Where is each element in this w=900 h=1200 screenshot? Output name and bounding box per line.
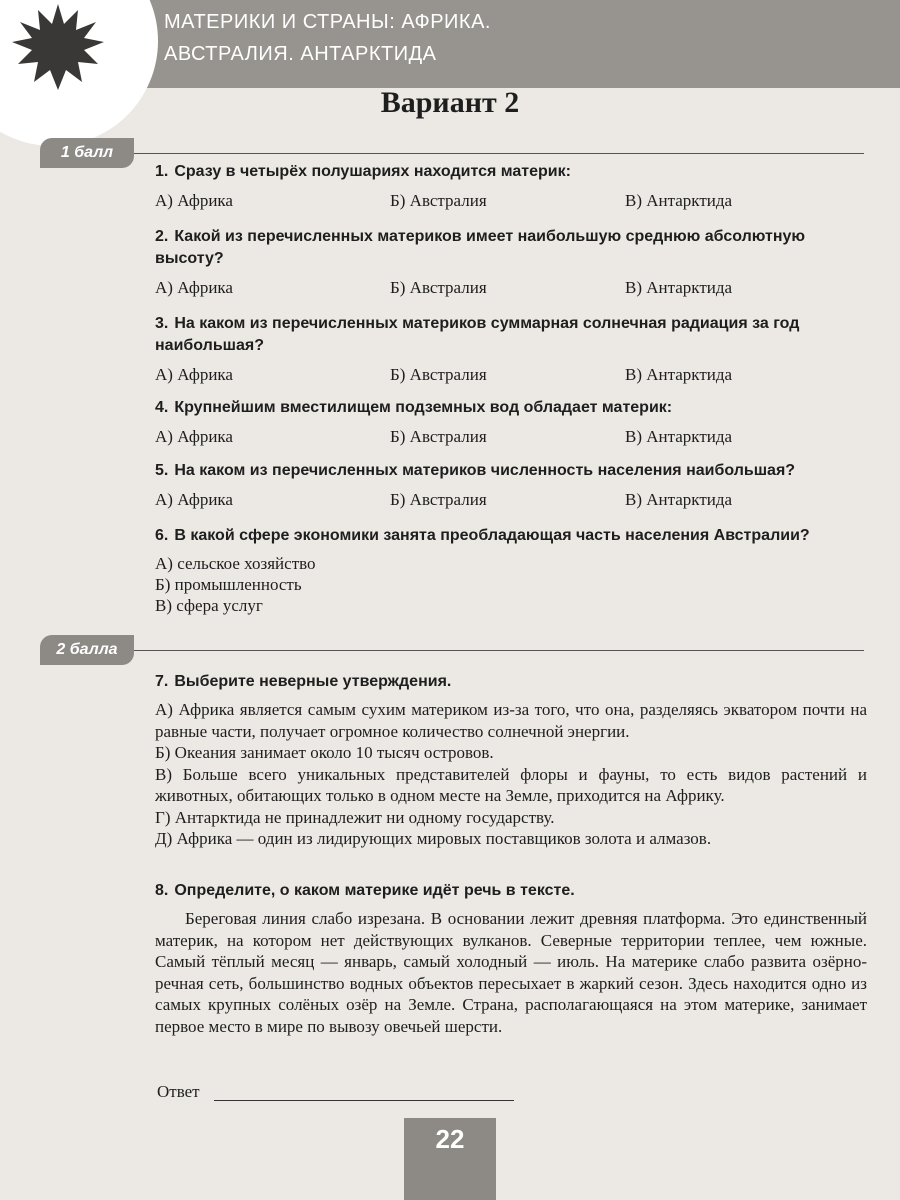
option-b: Б) Австралия xyxy=(390,365,487,384)
question-7 xyxy=(155,671,867,850)
question-number: 5. xyxy=(155,462,169,479)
question-number: 4. xyxy=(155,399,169,416)
answer-label: Ответ xyxy=(157,1082,200,1101)
question-5 xyxy=(155,460,867,512)
option-a: А) Африка xyxy=(155,365,233,384)
section-divider xyxy=(134,650,864,651)
option-b: Б) Австралия xyxy=(390,490,487,509)
option-c: В) Антарктида xyxy=(625,278,733,297)
option-c: В) Антарктида xyxy=(625,427,733,446)
question-text: Выберите неверные утверждения. xyxy=(174,673,452,690)
question-number: 8. xyxy=(155,882,169,899)
question-text: В какой сфере экономики занята преобладающая часть населения Австралии? xyxy=(174,527,810,544)
option-a: А) Африка xyxy=(155,490,233,509)
question-text: На каком из перечисленных материков численность населения наибольшая? xyxy=(174,462,796,479)
chapter-title xyxy=(164,6,884,70)
option-c: В) Антарктида xyxy=(625,365,733,384)
section-label-1-point: 1 балл xyxy=(40,138,134,168)
question-8 xyxy=(155,880,867,1037)
question-1 xyxy=(155,161,867,213)
question-text: Какой из перечисленных материков имеет наибольшую среднюю абсолютную высоту? xyxy=(155,228,806,267)
question-text: На каком из перечисленных материков суммарная солнечная радиация за год наибольшая? xyxy=(155,315,800,354)
page-number: 22 xyxy=(435,1124,465,1154)
option-c: В) Антарктида xyxy=(625,191,733,210)
question-number: 6. xyxy=(155,527,169,544)
passage-text: Береговая линия слабо изрезана. В основании лежит древняя платформа. Это единственный материк, на котором нет действующих вулканов. Северные территории теплее, чем южные. Самый тёплый месяц — январь, самый холодный — июль. На материке слабо развита озёрно-речная сеть, большинство водных объектов пересыхает в жаркий сезон. Здесь находится одно из самых крупных солёных озёр на Земле. Страна, располагающаяся на этом материке, занимает первое место в мире по вывозу овечьей шерсти. xyxy=(155,909,867,1036)
question-2 xyxy=(155,226,867,300)
option-a: А) Африка xyxy=(155,191,233,210)
section-label-2-points: 2 балла xyxy=(40,635,134,665)
section-divider xyxy=(134,153,864,154)
question-number: 7. xyxy=(155,673,169,690)
question-4 xyxy=(155,397,867,449)
option-c: В) Антарктида xyxy=(625,490,733,509)
option-b: Б) промышленность xyxy=(155,575,302,594)
question-6 xyxy=(155,525,867,616)
question-number: 3. xyxy=(155,315,169,332)
option-b: Б) Австралия xyxy=(390,427,487,446)
option-b: Б) Австралия xyxy=(390,278,487,297)
chapter-title-line-2: АВСТРАЛИЯ. АНТАРКТИДА xyxy=(164,43,437,65)
option-c: В) сфера услуг xyxy=(155,596,263,615)
option-a: А) сельское хозяйство xyxy=(155,554,316,573)
question-number: 1. xyxy=(155,163,169,180)
option-a: А) Африка xyxy=(155,278,233,297)
statement-b: Б) Океания занимает около 10 тысяч островов. xyxy=(155,743,494,762)
chapter-title-line-1: МАТЕРИКИ И СТРАНЫ: АФРИКА. xyxy=(164,11,491,33)
star-emblem-icon xyxy=(0,0,130,100)
statement-c: В) Больше всего уникальных представителей флоры и фауны, то есть видов растений и животных, обитающих только в одном месте на Земле, приходится на Африку. xyxy=(155,764,867,805)
statement-d: Г) Антарктида не принадлежит ни одному государству. xyxy=(155,807,555,827)
option-a: А) Африка xyxy=(155,427,233,446)
variant-title: Вариант 2 xyxy=(380,86,520,119)
question-text: Определите, о каком материке идёт речь в тексте. xyxy=(174,882,575,899)
option-b: Б) Австралия xyxy=(390,191,487,210)
question-text: Сразу в четырёх полушариях находится материк: xyxy=(174,163,571,180)
question-text: Крупнейшим вместилищем подземных вод обладает материк: xyxy=(174,399,673,416)
statement-e: Д) Африка — один из лидирующих мировых поставщиков золота и алмазов. xyxy=(155,829,712,848)
answer-line xyxy=(214,1100,514,1101)
statement-a: А) Африка является самым сухим материком из-за того, что она, разделяясь экватором почти на равные части, получает огромное количество солнечной энергии. xyxy=(155,700,867,741)
question-3 xyxy=(155,313,867,387)
question-number: 2. xyxy=(155,228,169,245)
